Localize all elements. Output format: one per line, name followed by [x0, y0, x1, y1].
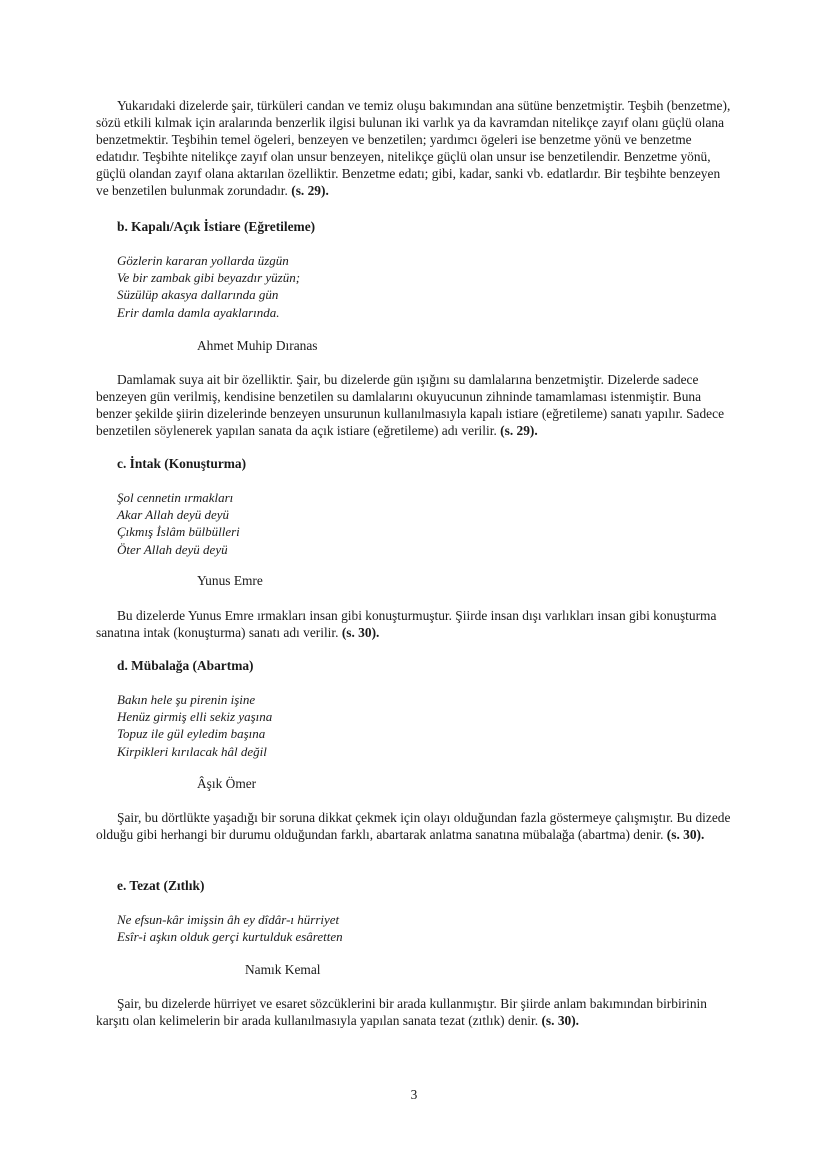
- mubalaga-text: Şair, bu dörtlükte yaşadığı bir soruna dikkat çekmek için olayı olduğundan fazla göstermeye çalışmıştır. Bu dizede olduğu gibi herhangi bir durumu olduğundan farklı, abartarak anlatma sanatına mübalağa (abartma) denir.: [96, 810, 731, 843]
- page-reference: (s. 30).: [541, 1013, 580, 1029]
- intak-text: Bu dizelerde Yunus Emre ırmakları insan gibi konuşturmuştur. Şiirde insan dışı varlıkları insan gibi konuşturma sanatına intak (konuşturma) sanatı adı verilir.: [96, 608, 717, 641]
- poem-line: Erir damla damla ayaklarında.: [117, 304, 280, 320]
- intro-text: Yukarıdaki dizelerde şair, türküleri candan ve temiz oluşu bakımından ana sütüne benzetmiştir. Teşbih (benzetme), sözü etkili kılmak için aralarında benzerlik ilgisi bulunan iki varlık ya da kavramdan nitelikçe zayıf olanı güçlü olana benzetmektir. Teşbihin temel ögeleri, benzeyen ve benzetilen; yardımcı ögeleri ise benzetme yönü ve benzetme edatıdır. Teşbihte nitelikçe zayıf olan unsur benzeyen, nitelikçe güçlü olan unsur ise benzetilendir. Benzetme yönü, güçlü olandan zayıf olana aktarılan özelliktir. Benzetme edatı; gibi, kadar, sanki vb. edatlardır. Bir teşbihte benzeyen ve benzetilen bulunmak zorundadır.: [96, 98, 731, 199]
- poem-author: Âşık Ömer: [197, 776, 257, 791]
- page-reference: (s. 30).: [341, 625, 380, 641]
- page-reference: (s. 30).: [666, 827, 705, 843]
- poem-line: Ve bir zambak gibi beyazdır yüzün;: [117, 270, 301, 286]
- page-number: 3: [410, 1087, 418, 1102]
- section-heading-tezat: e. Tezat (Zıtlık): [117, 878, 205, 893]
- intro-paragraph: [96, 97, 732, 200]
- poem-mubalaga: [117, 691, 272, 760]
- poem-line: Akar Allah deyü deyü: [117, 507, 230, 523]
- poem-line: Süzülüp akasya dallarında gün: [117, 287, 279, 303]
- istiare-paragraph: [96, 371, 732, 439]
- poem-line: Çıkmış İslâm bülbülleri: [117, 524, 240, 540]
- poem-line: Esîr-i aşkın olduk gerçi kurtulduk esâretten: [117, 929, 343, 945]
- poem-istiare: [117, 252, 300, 321]
- poem-author: Namık Kemal: [245, 962, 321, 977]
- poem-line: Ne efsun-kâr imişsin âh ey dîdâr-ı hürriyet: [117, 912, 340, 927]
- poem-author: Yunus Emre: [197, 573, 263, 588]
- poem-intak: [117, 489, 240, 558]
- section-heading-intak: c. İntak (Konuşturma): [117, 456, 247, 471]
- poem-tezat: [117, 911, 343, 945]
- poem-line: Şol cennetin ırmakları: [117, 490, 234, 505]
- poem-line: Kirpikleri kırılacak hâl değil: [117, 743, 267, 759]
- istiare-text: Damlamak suya ait bir özelliktir. Şair, bu dizelerde gün ışığını su damlalarına benzetmiştir. Dizelerde sadece benzeyen gün verilmiş, kendisine benzetilen su damlalarını okuyucunun zihninde tamamlaması istenmiştir. Buna benzer şekilde şiirin dizelerinde benzeyen unsurunun kullanılmasıyla kapalı istiare (eğretileme) sanatı yapılır. Sadece benzetilen söylenerek yapılan sanata da açık istiare (eğretileme) adı verilir.: [96, 372, 725, 439]
- page-reference: (s. 29).: [500, 423, 538, 439]
- page-reference: (s. 29).: [291, 183, 329, 199]
- mubalaga-paragraph: [96, 809, 732, 843]
- intak-paragraph: [96, 607, 732, 641]
- section-heading-istiare: b. Kapalı/Açık İstiare (Eğretileme): [117, 219, 316, 234]
- tezat-text: Şair, bu dizelerde hürriyet ve esaret sözcüklerini bir arada kullanmıştır. Bir şiirde anlam bakımından birbirinin karşıtı olan kelimelerin bir arada kullanılmasıyla yapılan sanata tezat (zıtlık) denir.: [96, 996, 707, 1029]
- poem-line: Topuz ile gül eyledim başına: [117, 726, 266, 742]
- tezat-paragraph: [96, 995, 732, 1029]
- poem-line: Henüz girmiş elli sekiz yaşına: [117, 709, 273, 725]
- poem-author: Ahmet Muhip Dıranas: [197, 338, 318, 353]
- poem-line: Öter Allah deyü deyü: [117, 541, 228, 557]
- poem-line: Bakın hele şu pirenin işine: [117, 692, 256, 707]
- section-heading-mubalaga: d. Mübalağa (Abartma): [117, 658, 254, 673]
- poem-line: Gözlerin kararan yollarda üzgün: [117, 253, 289, 268]
